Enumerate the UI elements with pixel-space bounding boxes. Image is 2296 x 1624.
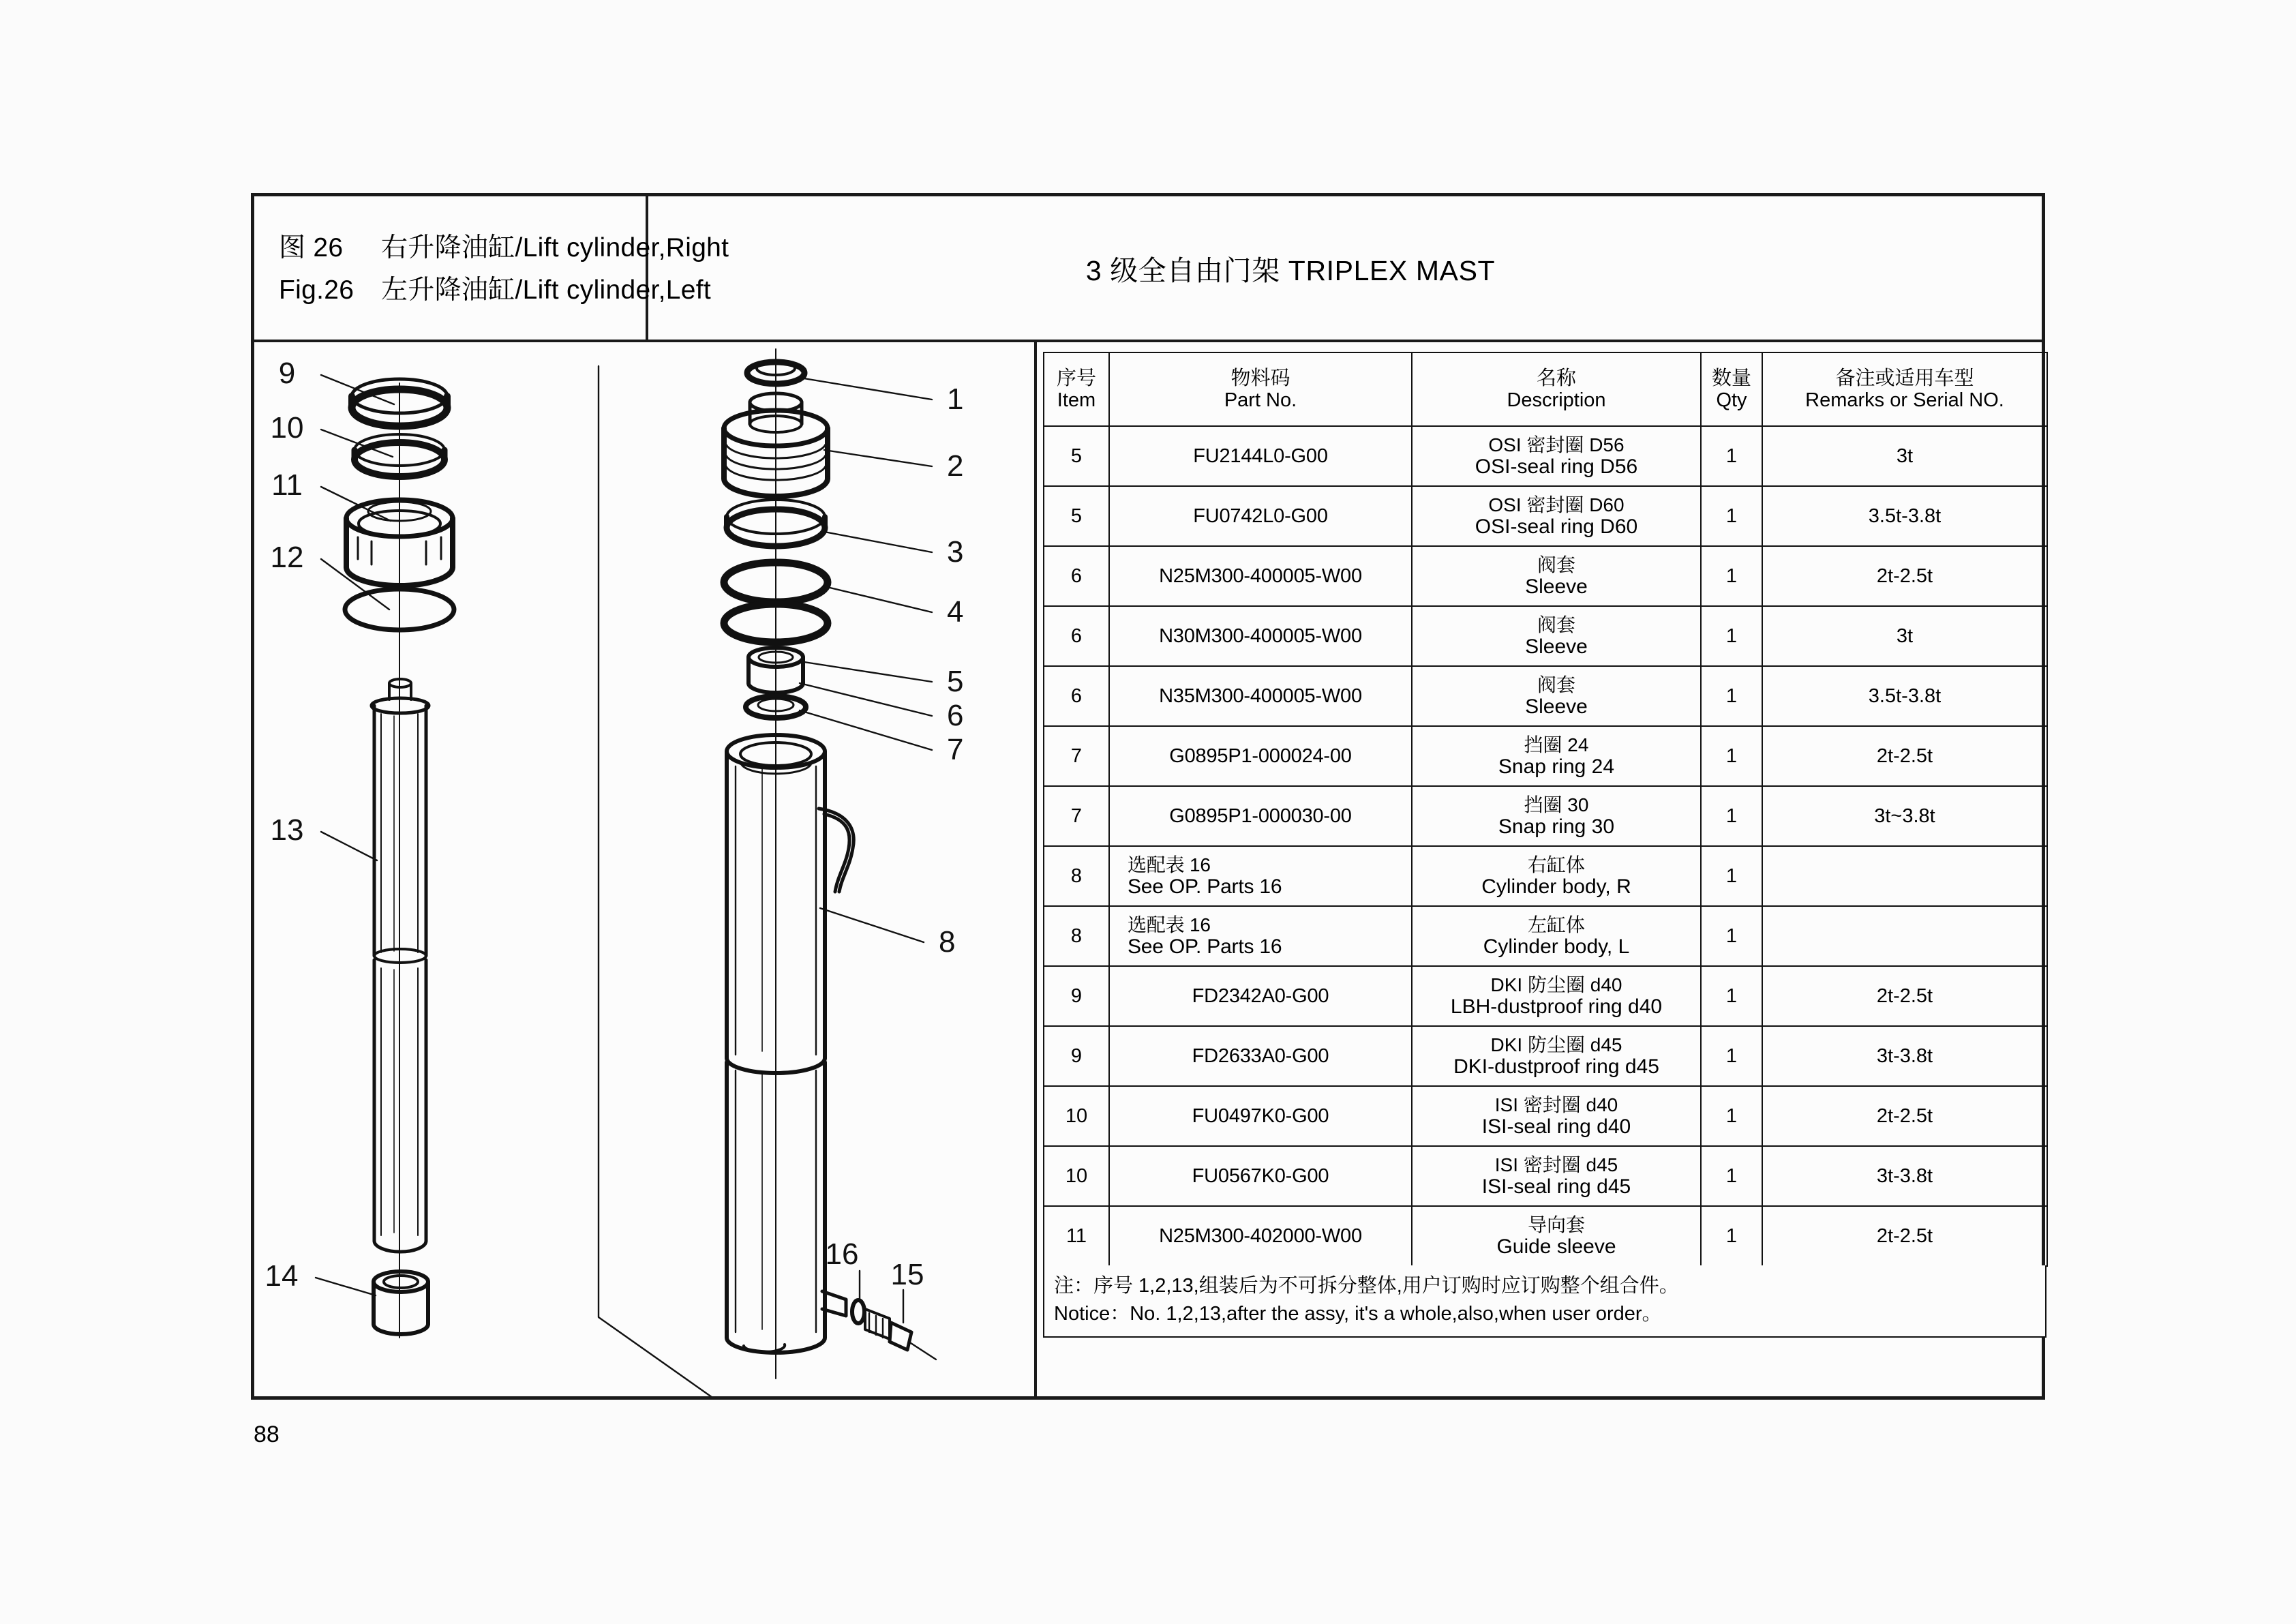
cell-part-no-cn: 选配表 16	[1128, 854, 1211, 875]
cell-qty: 1	[1701, 846, 1762, 906]
column-header-remarks	[1762, 352, 2047, 426]
cell-remarks	[1762, 906, 2047, 966]
column-header-qty-en: Qty	[1716, 389, 1747, 411]
table-row	[1044, 1146, 2047, 1206]
cell-item: 11	[1044, 1206, 1109, 1266]
cell-description	[1412, 1206, 1701, 1266]
cell-qty: 1	[1701, 486, 1762, 546]
page-number: 88	[254, 1422, 280, 1447]
cell-remarks: 3t~3.8t	[1762, 786, 2047, 846]
cell-description-cn: 挡圈 30	[1524, 794, 1589, 815]
body-band	[254, 342, 2042, 1396]
figure-label-en: Fig.26	[279, 275, 354, 305]
cell-description	[1412, 1086, 1701, 1146]
cell-description-en: Cylinder body, L	[1483, 935, 1630, 958]
cell-description	[1412, 906, 1701, 966]
cell-description-cn: 阀套	[1537, 554, 1575, 575]
table-row	[1044, 1026, 2047, 1086]
cell-item: 6	[1044, 606, 1109, 666]
cell-item: 7	[1044, 726, 1109, 786]
cell-qty: 1	[1701, 1026, 1762, 1086]
parts-table-pane	[1037, 342, 2042, 1396]
cell-part-no: FD2633A0-G00	[1109, 1026, 1412, 1086]
figure-text-en: 左升降油缸/Lift cylinder,Left	[381, 275, 712, 305]
cell-description-cn: OSI 密封圈 D56	[1488, 434, 1625, 455]
callout-2: 2	[947, 449, 964, 483]
column-header-item	[1044, 352, 1109, 426]
parts-table-body	[1044, 426, 2047, 1266]
cell-part-no: FD2342A0-G00	[1109, 966, 1412, 1026]
column-header-part-no	[1109, 352, 1412, 426]
callout-numbers	[265, 357, 964, 1293]
column-header-part-no-cn: 物料码	[1230, 367, 1290, 389]
cell-part-no: N25M300-402000-W00	[1109, 1206, 1412, 1266]
callout-16: 16	[825, 1237, 859, 1271]
cell-description-en: ISI-seal ring d45	[1481, 1175, 1631, 1198]
cell-description-en: Sleeve	[1525, 575, 1588, 598]
cell-description	[1412, 846, 1701, 906]
cell-description-en: OSI-seal ring D56	[1475, 455, 1638, 478]
callout-8: 8	[939, 925, 956, 959]
cell-qty: 1	[1701, 1146, 1762, 1206]
cell-description-cn: DKI 防尘圈 d45	[1490, 1034, 1622, 1055]
table-row	[1044, 1206, 2047, 1266]
cell-part-no-cn: 选配表 16	[1128, 914, 1211, 935]
cell-remarks: 2t-2.5t	[1762, 1206, 2047, 1266]
cell-part-no: G0895P1-000024-00	[1109, 726, 1412, 786]
cell-part-no: FU0497K0-G00	[1109, 1086, 1412, 1146]
cell-part-no	[1109, 846, 1412, 906]
cell-qty: 1	[1701, 1206, 1762, 1266]
table-row	[1044, 786, 2047, 846]
leader-lines	[316, 375, 932, 1323]
cell-remarks: 3t-3.8t	[1762, 1026, 2047, 1086]
cell-remarks: 3t	[1762, 606, 2047, 666]
notice-line-en: Notice：No. 1,2,13,after the assy, it's a whole,also,when user order。	[1054, 1303, 1662, 1325]
cell-qty: 1	[1701, 666, 1762, 726]
cell-description-cn: 导向套	[1527, 1214, 1585, 1235]
cell-description-en: ISI-seal ring d40	[1481, 1115, 1631, 1138]
column-header-part-no-en: Part No.	[1224, 389, 1297, 411]
notice-line-cn: 注：序号 1,2,13,组装后为不可拆分整体,用户订购时应订购整个组合件。	[1054, 1275, 1679, 1297]
table-row	[1044, 426, 2047, 486]
mast-title: 3 级全自由门架 TRIPLEX MAST	[1085, 254, 1496, 286]
callout-4: 4	[947, 595, 964, 629]
cell-item: 10	[1044, 1146, 1109, 1206]
cell-remarks: 3.5t-3.8t	[1762, 486, 2047, 546]
cell-description	[1412, 666, 1701, 726]
column-header-remarks-cn: 备注或适用车型	[1835, 367, 1974, 389]
figure-label-cn: 图 26	[279, 233, 344, 262]
cell-item: 9	[1044, 1026, 1109, 1086]
column-header-remarks-en: Remarks or Serial NO.	[1805, 389, 2004, 411]
catalog-frame	[251, 193, 2045, 1400]
cell-item: 10	[1044, 1086, 1109, 1146]
cell-description	[1412, 426, 1701, 486]
column-header-item-en: Item	[1057, 389, 1096, 411]
cell-remarks: 3.5t-3.8t	[1762, 666, 2047, 726]
callout-6: 6	[947, 699, 964, 732]
table-row	[1044, 546, 2047, 606]
cell-qty: 1	[1701, 426, 1762, 486]
table-row	[1044, 606, 2047, 666]
cell-remarks: 2t-2.5t	[1762, 1086, 2047, 1146]
cell-qty: 1	[1701, 606, 1762, 666]
cell-description-en: Snap ring 30	[1498, 815, 1615, 838]
part-14-bushing	[374, 1272, 428, 1334]
column-header-qty-cn: 数量	[1711, 367, 1751, 389]
cell-description-en: Sleeve	[1525, 695, 1588, 718]
callout-14: 14	[265, 1259, 299, 1293]
cell-description	[1412, 1026, 1701, 1086]
cell-remarks: 3t-3.8t	[1762, 1146, 2047, 1206]
cell-qty: 1	[1701, 786, 1762, 846]
column-header-description	[1412, 352, 1701, 426]
cell-part-no: G0895P1-000030-00	[1109, 786, 1412, 846]
cell-item: 9	[1044, 966, 1109, 1026]
figure-title-row-cn	[279, 226, 729, 269]
mast-title-cell	[648, 196, 2042, 340]
part-2-gland-nut	[724, 393, 828, 496]
cell-description-cn: 左缸体	[1527, 914, 1585, 935]
figure-title-cell	[254, 196, 729, 340]
table-row	[1044, 846, 2047, 906]
callout-9: 9	[278, 357, 296, 390]
table-row	[1044, 726, 2047, 786]
cell-qty: 1	[1701, 1086, 1762, 1146]
cell-description-cn: DKI 防尘圈 d40	[1490, 974, 1622, 995]
table-row	[1044, 906, 2047, 966]
cell-item: 5	[1044, 426, 1109, 486]
cell-item: 6	[1044, 546, 1109, 606]
cell-description-en: OSI-seal ring D60	[1475, 515, 1638, 538]
callout-1: 1	[947, 382, 964, 416]
cell-part-no-en: See OP. Parts 16	[1128, 875, 1282, 898]
cell-description-cn: ISI 密封圈 d45	[1494, 1154, 1618, 1175]
cell-qty: 1	[1701, 966, 1762, 1026]
cell-item: 5	[1044, 486, 1109, 546]
column-header-qty	[1701, 352, 1762, 426]
cell-remarks: 2t-2.5t	[1762, 546, 2047, 606]
cell-description-en: DKI-dustproof ring d45	[1453, 1055, 1659, 1078]
cell-remarks	[1762, 846, 2047, 906]
column-header-item-cn: 序号	[1056, 367, 1096, 389]
cell-qty: 1	[1701, 726, 1762, 786]
cell-description	[1412, 546, 1701, 606]
cell-description	[1412, 486, 1701, 546]
cell-description	[1412, 1146, 1701, 1206]
callout-3: 3	[947, 535, 964, 569]
cell-description	[1412, 786, 1701, 846]
part-15-16-fitting	[822, 1291, 936, 1359]
cell-part-no: N25M300-400005-W00	[1109, 546, 1412, 606]
parts-table	[1043, 352, 2048, 1267]
cell-description-cn: ISI 密封圈 d40	[1494, 1094, 1618, 1115]
cell-description-en: LBH-dustproof ring d40	[1450, 995, 1663, 1018]
cell-item: 7	[1044, 786, 1109, 846]
cell-description-en: Sleeve	[1525, 635, 1588, 658]
cell-part-no-en: See OP. Parts 16	[1128, 935, 1282, 958]
cell-part-no: FU0742L0-G00	[1109, 486, 1412, 546]
cell-remarks: 2t-2.5t	[1762, 726, 2047, 786]
table-row	[1044, 666, 2047, 726]
cell-description	[1412, 966, 1701, 1026]
cell-description-en: Snap ring 24	[1498, 755, 1615, 778]
cell-description	[1412, 726, 1701, 786]
cell-description-cn: 阀套	[1537, 614, 1575, 635]
callout-12: 12	[270, 541, 304, 574]
cell-item: 8	[1044, 906, 1109, 966]
exploded-assembly-drawing	[254, 342, 1034, 1396]
cell-part-no: FU2144L0-G00	[1109, 426, 1412, 486]
technical-drawing-pane	[254, 342, 1037, 1396]
cell-description-cn: 右缸体	[1527, 854, 1585, 875]
cell-part-no: N30M300-400005-W00	[1109, 606, 1412, 666]
cell-description-cn: 阀套	[1537, 674, 1575, 695]
column-header-description-cn: 名称	[1536, 367, 1576, 389]
callout-7: 7	[947, 733, 964, 766]
cell-qty: 1	[1701, 906, 1762, 966]
cell-description-en: Cylinder body, R	[1481, 875, 1631, 898]
cell-remarks: 3t	[1762, 426, 2047, 486]
cell-item: 8	[1044, 846, 1109, 906]
callout-11: 11	[271, 468, 303, 502]
cell-part-no: FU0567K0-G00	[1109, 1146, 1412, 1206]
cell-description-cn: 挡圈 24	[1524, 734, 1589, 755]
section-bracket-line	[599, 366, 716, 1396]
cell-part-no: N35M300-400005-W00	[1109, 666, 1412, 726]
cell-description-cn: OSI 密封圈 D60	[1488, 494, 1625, 515]
figure-text-cn: 右升降油缸/Lift cylinder,Right	[381, 233, 729, 262]
table-header-row	[1044, 352, 2047, 426]
cell-qty: 1	[1701, 546, 1762, 606]
notice-box	[1043, 1265, 2046, 1338]
cell-remarks: 2t-2.5t	[1762, 966, 2047, 1026]
callout-13: 13	[270, 813, 304, 847]
cell-part-no	[1109, 906, 1412, 966]
table-row	[1044, 966, 2047, 1026]
table-row	[1044, 1086, 2047, 1146]
column-header-description-en: Description	[1507, 389, 1606, 411]
callout-10: 10	[270, 411, 304, 445]
table-row	[1044, 486, 2047, 546]
cell-item: 6	[1044, 666, 1109, 726]
figure-title-row-en	[279, 269, 712, 311]
header-band	[254, 196, 2042, 342]
cell-description	[1412, 606, 1701, 666]
callout-15: 15	[890, 1258, 924, 1291]
callout-5: 5	[947, 665, 964, 698]
cell-description-en: Guide sleeve	[1496, 1235, 1616, 1258]
